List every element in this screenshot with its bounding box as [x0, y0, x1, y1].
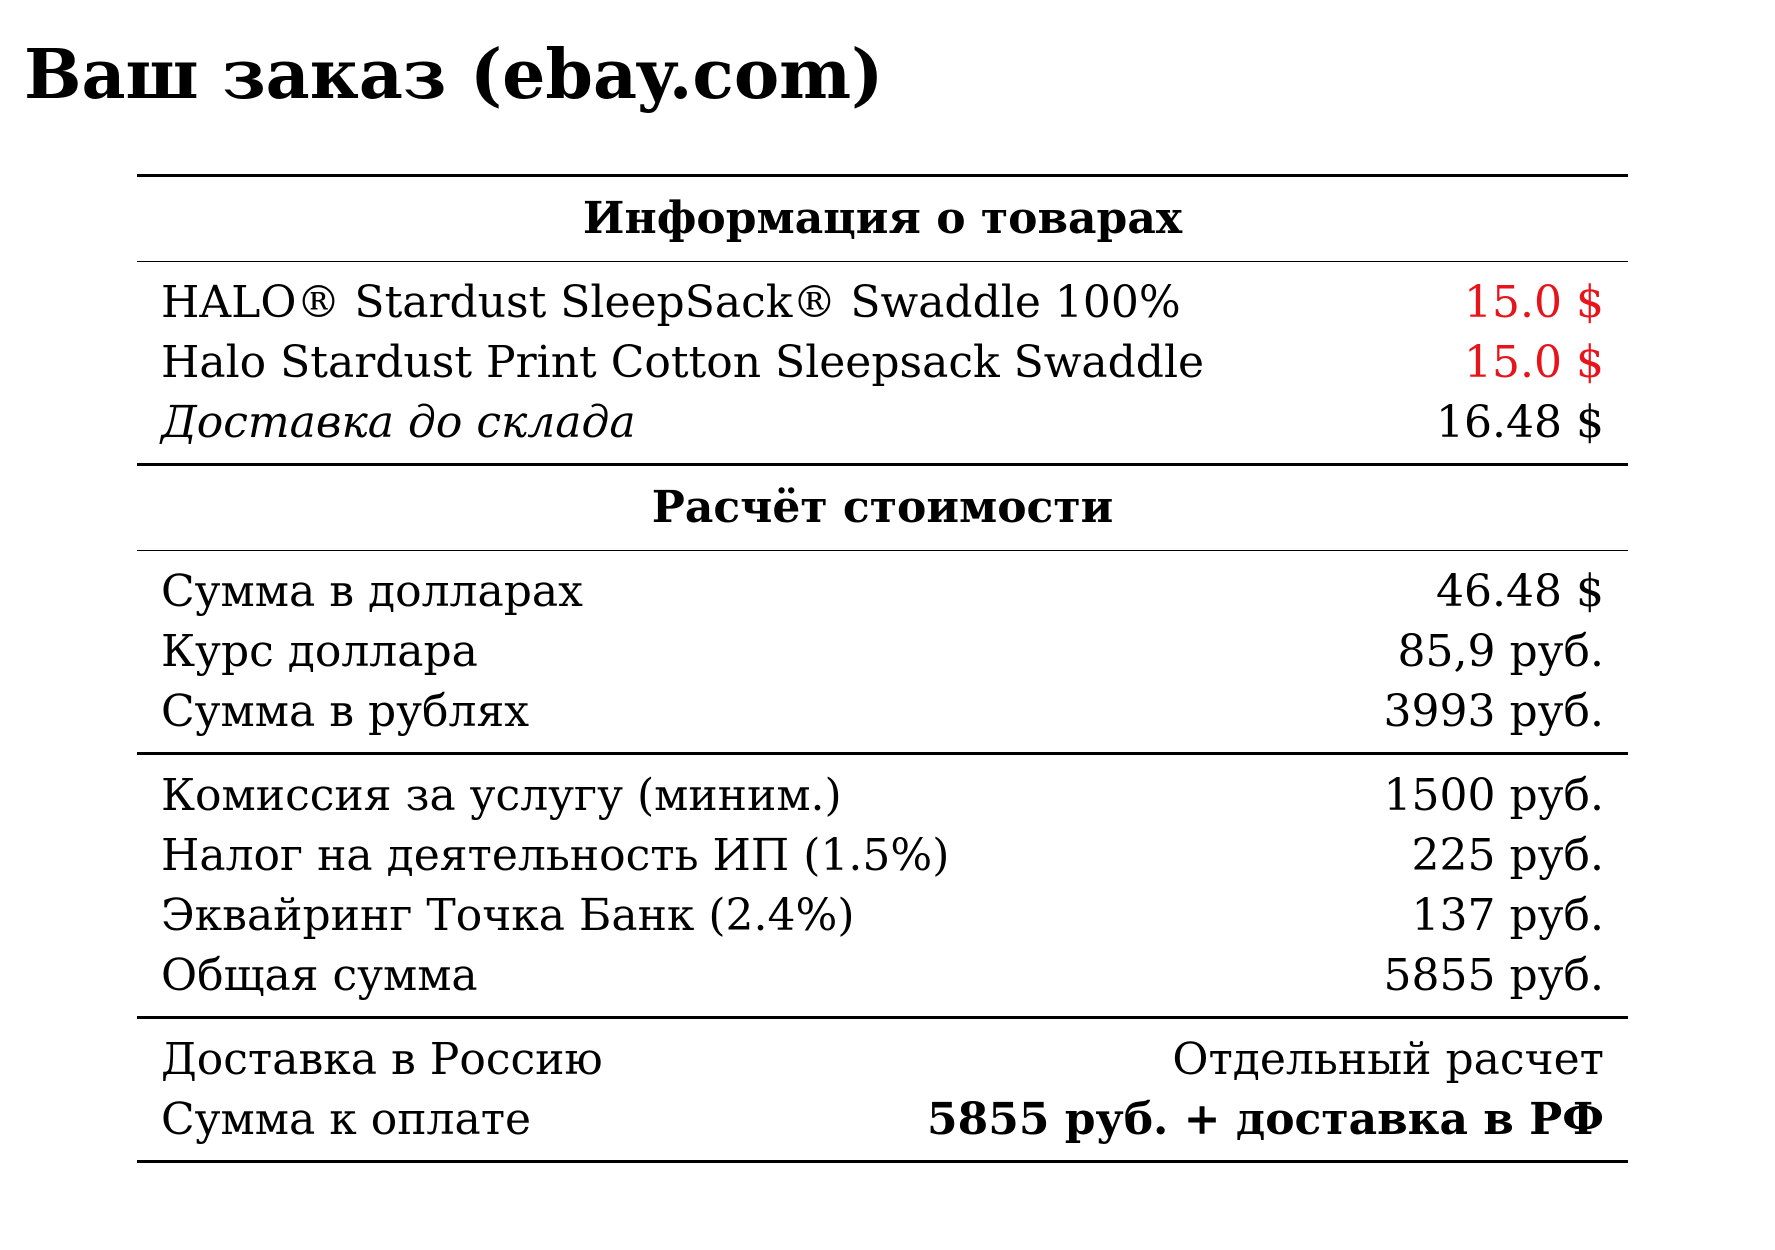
page-title: Ваш заказ (ebay.com): [24, 35, 884, 115]
amount-due-row: [137, 1090, 1628, 1150]
service-fee-value: 1500 руб.: [1383, 770, 1604, 821]
tax-row: [137, 826, 1628, 886]
item-name: HALO® Stardust SleepSack® Swaddle 100%: [161, 277, 1181, 328]
sum-rub-label: Сумма в рублях: [161, 686, 530, 737]
total-value: 5855 руб.: [1383, 950, 1604, 1001]
total-label: Общая сумма: [161, 950, 478, 1001]
sum-usd-row: [137, 562, 1628, 622]
acquiring-value: 137 руб.: [1411, 890, 1604, 941]
warehouse-delivery-row: [137, 393, 1628, 453]
tax-value: 225 руб.: [1411, 830, 1604, 881]
amount-due-label: Сумма к оплате: [161, 1094, 532, 1145]
exchange-rate-value: 85,9 руб.: [1397, 626, 1604, 677]
acquiring-label: Эквайринг Точка Банк (2.4%): [161, 890, 855, 941]
items-group: [137, 262, 1628, 463]
total-row: [137, 946, 1628, 1006]
service-fee-label: Комиссия за услугу (миним.): [161, 770, 842, 821]
fees-group: [137, 755, 1628, 1016]
order-table: [137, 174, 1628, 1163]
item-name: Halo Stardust Print Cotton Sleepsack Swaddle: [161, 337, 1205, 388]
service-fee-row: [137, 766, 1628, 826]
item-row: [137, 273, 1628, 333]
acquiring-row: [137, 886, 1628, 946]
sum-usd-value: 46.48 $: [1436, 566, 1604, 617]
calc-section-header: Расчёт стоимости: [651, 482, 1114, 533]
exchange-rate-label: Курс доллара: [161, 626, 478, 677]
sum-usd-label: Сумма в долларах: [161, 566, 583, 617]
warehouse-delivery-label: Доставка до склада: [161, 397, 636, 448]
russia-delivery-label: Доставка в Россию: [161, 1034, 603, 1085]
russia-delivery-value: Отдельный расчет: [1172, 1034, 1604, 1085]
table-bottom-rule: [137, 1160, 1628, 1163]
item-price: 15.0 $: [1464, 277, 1604, 328]
tax-label: Налог на деятельность ИП (1.5%): [161, 830, 950, 881]
item-price: 15.0 $: [1464, 337, 1604, 388]
warehouse-delivery-value: 16.48 $: [1436, 397, 1604, 448]
sum-rub-row: [137, 682, 1628, 742]
sum-rub-value: 3993 руб.: [1383, 686, 1604, 737]
conversion-group: [137, 551, 1628, 752]
items-section-header: Информация о товарах: [582, 193, 1183, 244]
item-row: [137, 333, 1628, 393]
russia-delivery-row: [137, 1030, 1628, 1090]
amount-due-value: 5855 руб. + доставка в РФ: [926, 1094, 1604, 1145]
final-group: [137, 1019, 1628, 1160]
exchange-rate-row: [137, 622, 1628, 682]
